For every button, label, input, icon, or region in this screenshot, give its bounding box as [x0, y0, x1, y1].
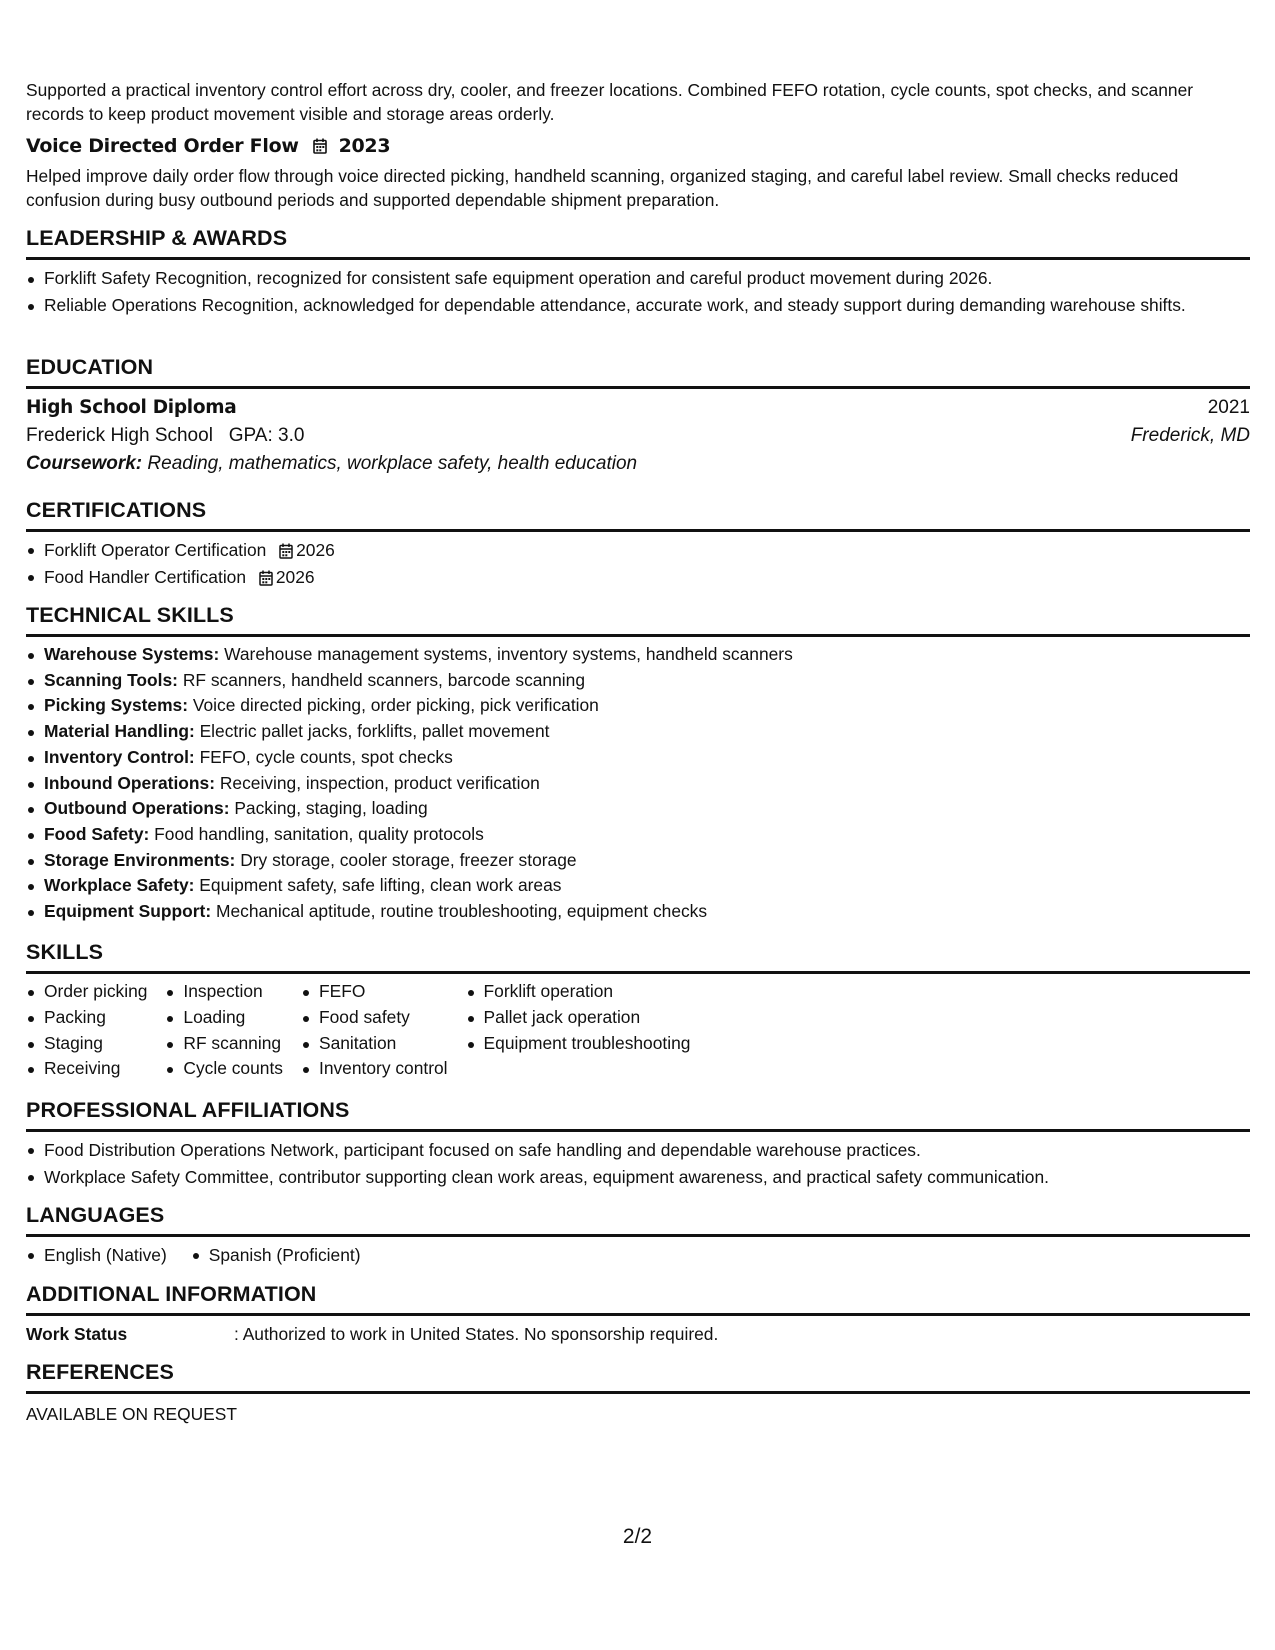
section-certifications [26, 498, 1250, 591]
skill-values: Food handling, sanitation, quality protocols [154, 823, 484, 844]
school-location: Frederick, MD [1130, 425, 1250, 446]
skill-item: Pallet jack operation [466, 1005, 691, 1031]
section-heading: ADDITIONAL INFORMATION [26, 1282, 1250, 1316]
certification-year: 2026 [296, 540, 335, 560]
section-heading: SKILLS [26, 940, 1250, 974]
skill-category: Storage Environments: [44, 849, 236, 870]
project-description-previous: Supported a practical inventory control effort across dry, cooler, and freezer locations. Combined FEFO rotation, cycle counts, spot checks, and scanner records to keep product movement visible and storage areas orderly. [26, 80, 1194, 124]
section-heading: CERTIFICATIONS [26, 498, 1250, 532]
technical-skill-item [26, 745, 1250, 771]
skill-item: Staging [26, 1031, 147, 1057]
section-heading: EDUCATION [26, 355, 1250, 389]
section-additional-info [26, 1282, 1250, 1345]
skill-values: Receiving, inspection, product verification [219, 772, 540, 793]
references-text: AVAILABLE ON REQUEST [26, 1404, 238, 1424]
certification-year: 2026 [275, 567, 315, 587]
certification-name: Forklift Operator Certification [44, 540, 267, 560]
technical-skill-item [26, 848, 1250, 874]
section-education [26, 355, 1250, 475]
skill-item: Inspection [165, 979, 283, 1005]
coursework: Reading, mathematics, workplace safety, health education [147, 453, 638, 474]
skill-item: Equipment troubleshooting [466, 1031, 691, 1057]
skill-category: Warehouse Systems: [44, 644, 220, 664]
skill-values: FEFO, cycle counts, spot checks [199, 746, 453, 767]
work-status-label: Work Status [26, 1324, 128, 1344]
skills-column [165, 979, 283, 1082]
skill-values: Equipment safety, safe lifting, clean work areas [199, 875, 562, 896]
technical-skill-item [26, 668, 1250, 694]
work-status-value: : Authorized to work in United States. No sponsorship required. [234, 1324, 719, 1344]
technical-skills-list [26, 642, 1250, 925]
certification-name: Food Handler Certification [44, 567, 247, 587]
skill-item: Forklift operation [466, 979, 691, 1005]
section-languages [26, 1203, 1250, 1269]
section-skills [26, 940, 1250, 1082]
skill-item: RF scanning [165, 1031, 283, 1057]
skill-values: Dry storage, cooler storage, freezer storage [240, 849, 577, 870]
technical-skill-item [26, 796, 1250, 822]
technical-skill-item [26, 719, 1250, 745]
calendar-icon [279, 543, 293, 559]
skill-item: Sanitation [301, 1031, 448, 1057]
gpa: GPA: 3.0 [228, 425, 305, 446]
skill-values: Electric pallet jacks, forklifts, pallet movement [199, 721, 550, 742]
skill-item: Receiving [26, 1056, 147, 1082]
list-item: Reliable Operations Recognition, acknowledged for dependable attendance, accurate work, and steady support during demanding warehouse shifts. [26, 293, 1250, 318]
technical-skill-item [26, 693, 1250, 719]
skill-item: Loading [165, 1005, 283, 1031]
skills-column [466, 979, 691, 1082]
section-heading: TECHNICAL SKILLS [26, 603, 1250, 637]
skill-category: Inventory Control: [44, 746, 195, 767]
skill-category: Scanning Tools: [44, 669, 178, 690]
skill-category: Outbound Operations: [44, 798, 230, 819]
technical-skill-item [26, 899, 1250, 925]
project-heading [26, 135, 390, 157]
skill-category: Inbound Operations: [44, 772, 215, 793]
project-year: 2023 [338, 135, 391, 157]
calendar-icon [313, 138, 327, 154]
skill-item: Food safety [301, 1005, 448, 1031]
skill-category: Picking Systems: [44, 695, 189, 716]
coursework-label: Coursework: [26, 453, 143, 474]
skill-item: Order picking [26, 979, 147, 1005]
list-item: Forklift Safety Recognition, recognized for consistent safe equipment operation and careful product movement during 2026. [26, 266, 1250, 291]
certification-list [26, 537, 1250, 591]
list-item: Food Distribution Operations Network, participant focused on safe handling and dependable warehouse practices. [26, 1137, 1250, 1164]
degree-title: High School Diploma [26, 397, 237, 418]
skill-values: Warehouse management systems, inventory systems, handheld scanners [224, 644, 793, 664]
section-heading: LANGUAGES [26, 1203, 1250, 1237]
skill-item: Inventory control [301, 1056, 448, 1082]
skill-item: FEFO [301, 979, 448, 1005]
section-heading: PROFESSIONAL AFFILIATIONS [26, 1098, 1250, 1132]
section-heading: REFERENCES [26, 1360, 1250, 1394]
list-item [26, 564, 1250, 591]
skill-values: Voice directed picking, order picking, pick verification [192, 695, 599, 716]
project-description: Helped improve daily order flow through voice directed picking, handheld scanning, organized staging, and careful label review. Small checks reduced confusion during busy outbound periods and supported dependable shipment preparation. [26, 166, 1179, 210]
list-item: Workplace Safety Committee, contributor supporting clean work areas, equipment awareness, and practical safety communication. [26, 1164, 1250, 1191]
page-number: 2/2 [622, 1525, 653, 1548]
section-heading: LEADERSHIP & AWARDS [26, 226, 1250, 260]
project-title: Voice Directed Order Flow [26, 135, 299, 157]
language-item: Spanish (Proficient) [191, 1242, 361, 1269]
technical-skill-item [26, 642, 1250, 668]
calendar-icon [259, 570, 273, 586]
skill-category: Equipment Support: [44, 901, 212, 922]
skill-category: Workplace Safety: [44, 875, 195, 896]
skills-columns [26, 979, 1250, 1082]
section-references [26, 1360, 1250, 1425]
section-leadership [26, 226, 1250, 317]
skill-category: Food Safety: [44, 823, 150, 844]
school-name: Frederick High School [26, 425, 213, 446]
language-item: English (Native) [26, 1242, 167, 1269]
skill-category: Material Handling: [44, 721, 195, 742]
affiliations-list [26, 1137, 1250, 1191]
section-technical-skills [26, 603, 1250, 925]
skill-values: Mechanical aptitude, routine troubleshooting, equipment checks [215, 901, 708, 922]
technical-skill-item [26, 771, 1250, 797]
technical-skill-item [26, 822, 1250, 848]
graduation-year: 2021 [1207, 397, 1250, 418]
skill-values: RF scanners, handheld scanners, barcode scanning [182, 669, 585, 690]
list-item [26, 537, 1250, 564]
skill-values: Packing, staging, loading [234, 798, 428, 819]
skills-column [301, 979, 448, 1082]
skill-item: Cycle counts [165, 1056, 283, 1082]
skill-item: Packing [26, 1005, 147, 1031]
leadership-list [26, 266, 1250, 317]
technical-skill-item [26, 873, 1250, 899]
skills-column [26, 979, 147, 1082]
section-affiliations [26, 1098, 1250, 1191]
